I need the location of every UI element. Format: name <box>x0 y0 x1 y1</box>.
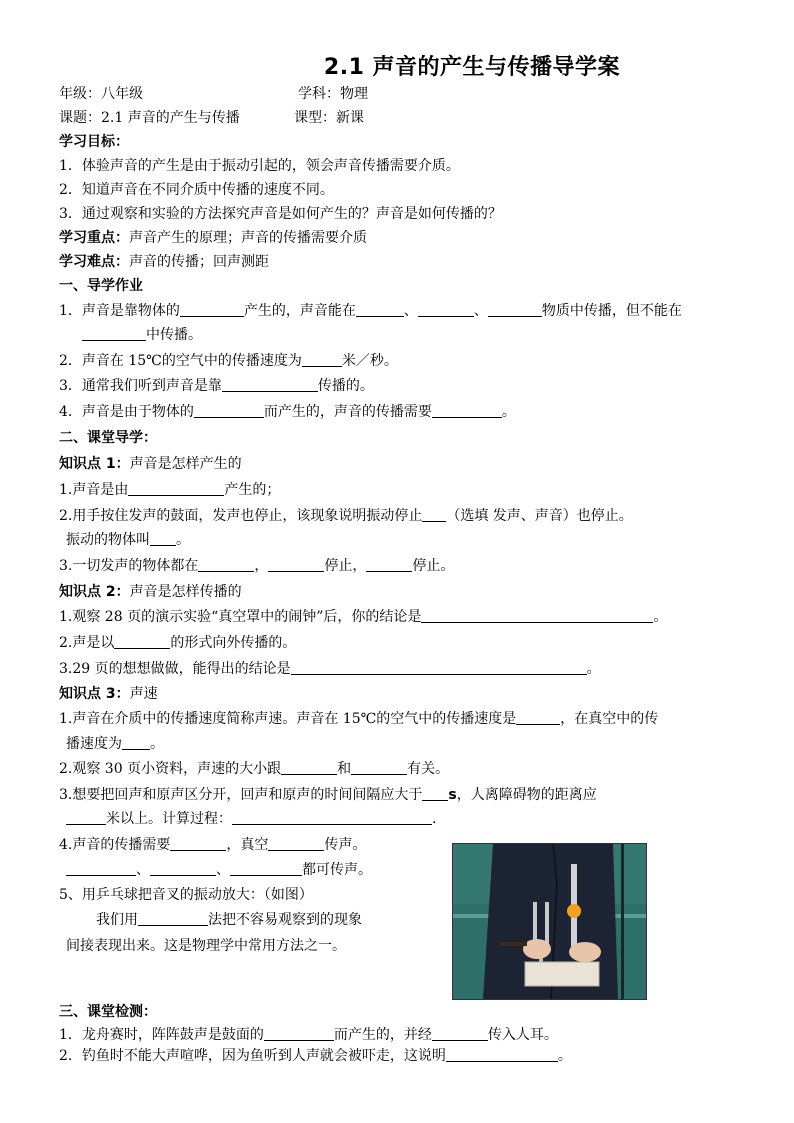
subject: 学科：物理 <box>298 86 368 102</box>
text: 我们用 <box>96 912 138 928</box>
text: 而产生的，声音的传播需要 <box>263 404 432 420</box>
question-line <box>59 1046 572 1066</box>
answer-blank[interactable] <box>66 861 136 876</box>
answer-blank[interactable] <box>232 810 432 825</box>
lesson: 课题：2.1 声音的产生与传播 <box>59 110 240 126</box>
text: 传入人耳。 <box>487 1027 558 1043</box>
text: . <box>432 811 437 827</box>
text: 、 <box>136 862 150 878</box>
hand-left <box>523 939 551 959</box>
text: 。 <box>653 609 668 625</box>
text: 3.一切发声的物体都在 <box>59 558 199 574</box>
text: 2.观察 30 页小资料，声速的大小跟 <box>59 761 282 777</box>
subject-line <box>298 84 368 104</box>
question-line <box>59 351 398 371</box>
stand-rod <box>621 844 624 999</box>
question-line <box>59 835 366 855</box>
text: 播速度为 <box>66 736 122 752</box>
text: 而产生的，并经 <box>333 1027 432 1043</box>
text: 1．声音是靠物体的 <box>59 303 180 319</box>
text: 振动的物体叫 <box>66 532 150 548</box>
question-line <box>66 530 190 550</box>
answer-blank[interactable] <box>268 557 324 572</box>
text: 、 <box>216 862 230 878</box>
text: 2．钓鱼时不能大声喧哗，因为鱼听到人声就会被吓走，这说明 <box>59 1048 446 1064</box>
question-line <box>59 556 454 576</box>
knowledge-point-3 <box>59 684 158 704</box>
text: 。 <box>586 661 601 677</box>
question-line <box>59 480 280 500</box>
text: 4．声音是由于物体的 <box>59 404 194 420</box>
text: 都可传声。 <box>302 862 372 878</box>
knowledge-title: 声音是怎样产生的 <box>129 456 242 472</box>
unit: s <box>448 787 457 803</box>
answer-blank[interactable] <box>198 557 254 572</box>
text: 产生的，声音能在 <box>243 303 356 319</box>
focus-text: 声音产生的原理；声音的传播需要介质 <box>129 230 367 246</box>
answer-blank[interactable] <box>432 403 502 418</box>
text: ，在真空中的传 <box>560 711 659 727</box>
text: 中传播。 <box>146 327 202 343</box>
ping-pong-ball <box>567 904 581 918</box>
text: 的形式向外传播的。 <box>170 635 297 651</box>
question-line <box>82 325 202 345</box>
question-line <box>59 402 516 422</box>
text: 米以上。计算过程： <box>106 811 232 827</box>
resonance-box <box>525 962 599 986</box>
text: 停止， <box>324 558 367 574</box>
question-line: 5、用乒乓球把音叉的振动放大：（如图） <box>59 887 313 903</box>
objective-item: 1．体验声音的产生是由于振动引起的，领会声音传播需要介质。 <box>59 158 460 174</box>
text: 传声。 <box>324 837 367 853</box>
difficulty-label: 学习难点： <box>59 254 129 270</box>
grade-line <box>59 84 143 104</box>
text: 1．龙舟赛时，阵阵鼓声是鼓面的 <box>59 1027 264 1043</box>
text: 1.观察 28 页的演示实验“真空罩中的闹钟”后，你的结论是 <box>59 609 422 625</box>
answer-blank[interactable] <box>268 836 324 851</box>
part2-heading: 二、课堂导学： <box>59 430 157 446</box>
text: 4.声音的传播需要 <box>59 837 171 853</box>
text: 、 <box>473 303 488 319</box>
text: 。 <box>501 404 516 420</box>
question-line: 间接表现出来。这是物理学中常用方法之一。 <box>66 938 346 954</box>
text: 米／秒。 <box>341 353 398 369</box>
difficulty-line <box>59 252 269 272</box>
answer-blank[interactable] <box>432 1026 488 1041</box>
answer-blank[interactable] <box>66 810 106 825</box>
text: 。 <box>150 736 164 752</box>
knowledge-point-2 <box>59 582 242 602</box>
answer-blank[interactable] <box>356 302 404 317</box>
text: 3.想要把回声和原声区分开，回声和原声的时间间隔应大于 <box>59 787 423 803</box>
question-line <box>66 734 164 754</box>
text: 。 <box>557 1048 572 1064</box>
answer-blank[interactable] <box>422 786 448 801</box>
question-line <box>66 860 372 880</box>
answer-blank[interactable] <box>122 735 150 750</box>
answer-blank[interactable] <box>291 660 587 675</box>
answer-blank[interactable] <box>222 377 318 392</box>
objective-item: 2．知道声音在不同介质中传播的速度不同。 <box>59 182 334 198</box>
answer-blank[interactable] <box>180 302 244 317</box>
text: 2．声音在 15℃的空气中的传播速度为 <box>59 353 302 369</box>
answer-blank[interactable] <box>422 507 446 522</box>
hand-right <box>569 942 601 962</box>
question-line <box>59 759 449 779</box>
answer-blank[interactable] <box>446 1047 558 1062</box>
knowledge-label: 知识点 3： <box>59 686 130 702</box>
objective-item: 3．通过观察和实验的方法探究声音是如何产生的？声音是如何传播的？ <box>59 206 502 222</box>
text: 1.声音在介质中的传播速度简称声速。声音在 15℃的空气中的传播速度是 <box>59 711 517 727</box>
answer-blank[interactable] <box>264 1026 334 1041</box>
tuning-fork-illustration <box>453 844 646 999</box>
text: 停止。 <box>412 558 455 574</box>
mallet <box>499 942 527 946</box>
question-line <box>59 1025 558 1045</box>
answer-blank[interactable] <box>114 634 170 649</box>
answer-blank[interactable] <box>82 326 146 341</box>
knowledge-label: 知识点 2： <box>59 584 130 600</box>
question-line <box>96 910 362 930</box>
answer-blank[interactable] <box>488 302 542 317</box>
question-line <box>59 659 601 679</box>
text: 产生的； <box>224 482 281 498</box>
page-title: 2.1 声音的产生与传播导学案 <box>323 55 621 80</box>
question-line <box>66 809 436 829</box>
text: 1.声音是由 <box>59 482 129 498</box>
text: 2.用手按住发声的鼓面，发声也停止，该现象说明振动停止 <box>59 508 423 524</box>
question-line <box>59 709 658 729</box>
answer-blank[interactable] <box>366 557 412 572</box>
answer-blank[interactable] <box>418 302 474 317</box>
answer-blank[interactable] <box>281 760 337 775</box>
knowledge-title: 声速 <box>129 686 158 702</box>
text: （选填 发声、声音）也停止。 <box>446 508 633 524</box>
text: ，人离障碍物的距离应 <box>456 787 597 803</box>
answer-blank[interactable] <box>128 481 224 496</box>
part3-heading: 三、课堂检测： <box>59 1004 157 1020</box>
text: 法把不容易观察到的现象 <box>208 912 362 928</box>
question-line <box>59 785 597 805</box>
question-line <box>59 633 296 653</box>
text: 3.29 页的想想做做，能得出的结论是 <box>59 661 291 677</box>
lesson-type-line <box>294 108 364 128</box>
text: 3．通常我们听到声音是靠 <box>59 378 222 394</box>
text: 有关。 <box>407 761 450 777</box>
text: 和 <box>337 761 352 777</box>
answer-blank[interactable] <box>194 403 264 418</box>
tuning-fork-photo-icon <box>452 843 647 1000</box>
question-line <box>59 376 374 396</box>
text: ， <box>254 558 269 574</box>
focus-label: 学习重点： <box>59 230 129 246</box>
text: 传播的。 <box>317 378 374 394</box>
focus-line <box>59 228 367 248</box>
question-line <box>59 607 667 627</box>
question-line <box>59 301 682 321</box>
lesson-line <box>59 108 240 128</box>
answer-blank[interactable] <box>516 710 560 725</box>
part1-heading: 一、导学作业 <box>59 278 143 294</box>
answer-blank[interactable] <box>421 608 653 623</box>
answer-blank[interactable] <box>302 352 342 367</box>
text: ，真空 <box>226 837 269 853</box>
knowledge-title: 声音是怎样传播的 <box>129 584 242 600</box>
knowledge-point-1 <box>59 454 242 474</box>
answer-blank[interactable] <box>351 760 407 775</box>
grade: 年级：八年级 <box>59 86 143 102</box>
answer-blank[interactable] <box>170 836 226 851</box>
text: 2.声是以 <box>59 635 115 651</box>
difficulty-text: 声音的传播；回声测距 <box>129 254 269 270</box>
answer-blank[interactable] <box>138 911 208 926</box>
lesson-type: 课型：新课 <box>294 110 364 126</box>
text: 、 <box>403 303 418 319</box>
knowledge-label: 知识点 1： <box>59 456 130 472</box>
question-line <box>59 506 633 526</box>
answer-blank[interactable] <box>150 531 176 546</box>
text: 物质中传播，但不能在 <box>541 303 682 319</box>
objectives-heading: 学习目标： <box>59 134 129 150</box>
answer-blank[interactable] <box>150 861 216 876</box>
answer-blank[interactable] <box>230 861 302 876</box>
text: 。 <box>176 532 190 548</box>
